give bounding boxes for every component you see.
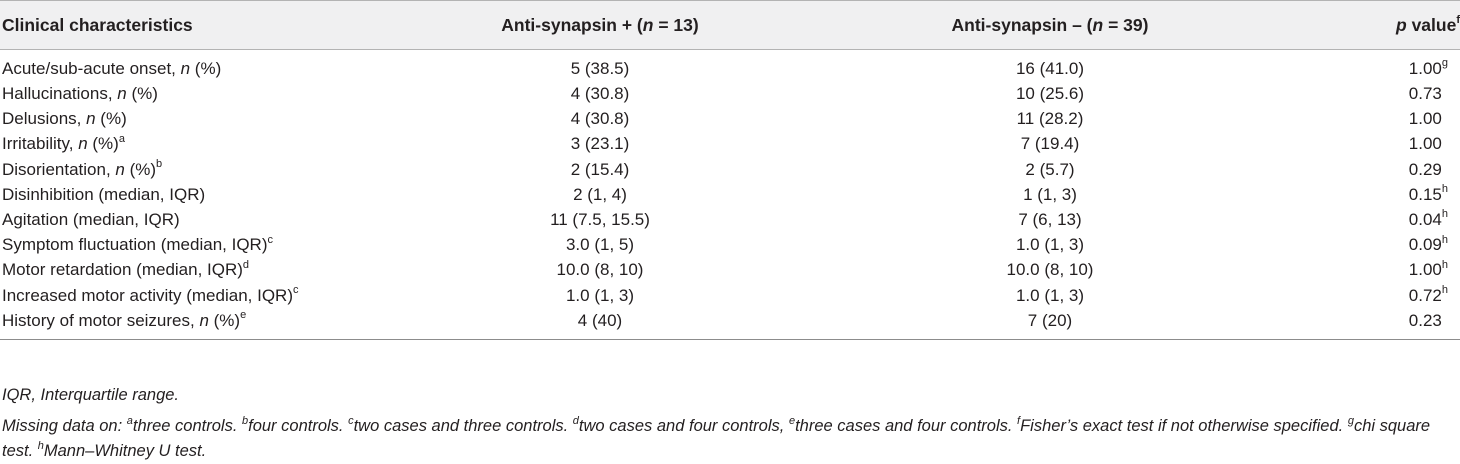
footnote-mark: g (1347, 414, 1354, 427)
header-col2-pre: Anti-synapsin + ( (501, 14, 643, 35)
cell-characteristic (0, 50, 400, 82)
header-col1-label: Clinical characteristics (2, 14, 193, 35)
header-col4-post: value (1406, 14, 1457, 35)
characteristic-footnote-mark: d (242, 258, 250, 271)
cell-characteristic (0, 232, 400, 257)
header-col2-n: n (642, 14, 654, 35)
characteristic-text: Delusions, (2, 109, 87, 129)
header-anti-synapsin-positive (400, 1, 800, 50)
header-anti-synapsin-negative (800, 1, 1300, 50)
header-col4-sup: f (1456, 13, 1460, 26)
characteristic-text: Hallucinations, (2, 84, 118, 104)
p-value-text: 1.00 (1408, 260, 1442, 280)
table-row (0, 50, 1460, 82)
characteristic-text: Motor retardation (median, IQR) (2, 260, 243, 280)
p-value-footnote-mark: h (1441, 283, 1448, 296)
cell-characteristic (0, 106, 400, 131)
characteristic-text: Agitation (median, IQR) (2, 210, 180, 230)
p-value-text: 0.23 (1408, 310, 1442, 330)
footnote-mark: f (1017, 414, 1021, 427)
cell-p-value (1300, 182, 1460, 207)
characteristic-footnote-mark: a (118, 132, 125, 145)
characteristic-footnote-mark: e (240, 309, 247, 322)
cell-anti-synapsin-positive: 4 (40) (400, 308, 800, 340)
cell-characteristic (0, 207, 400, 232)
footnote-mark: h (37, 439, 44, 452)
characteristic-text: Disinhibition (median, IQR) (2, 184, 206, 204)
characteristic-n: n (199, 310, 209, 330)
cell-anti-synapsin-positive: 4 (30.8) (570, 84, 630, 104)
p-value-text: 0.72 (1408, 285, 1442, 305)
cell-anti-synapsin-positive: 11 (7.5, 15.5) (550, 210, 650, 230)
p-value-text: 0.29 (1408, 159, 1442, 179)
table-row (0, 182, 1460, 207)
cell-p-value (1300, 157, 1460, 182)
cell-anti-synapsin-positive: 3 (23.1) (570, 134, 630, 154)
cell-anti-synapsin-positive: 3.0 (1, 5) (565, 235, 635, 255)
p-value-footnote-mark: h (1441, 183, 1448, 196)
footnote-text: Fisher’s exact test if not otherwise specified. (1020, 417, 1348, 435)
cell-characteristic (0, 157, 400, 182)
table-header (0, 1, 1460, 50)
p-value-text: 1.00 (1408, 134, 1442, 154)
cell-anti-synapsin-positive: 1.0 (1, 3) (565, 285, 635, 305)
cell-anti-synapsin-negative: 11 (28.2) (1016, 109, 1084, 129)
table-row (0, 257, 1460, 282)
characteristic-text: Acute/sub-acute onset, (2, 59, 181, 78)
cell-p-value (1300, 106, 1460, 131)
footnote-text: Mann–Whitney U test. (43, 442, 207, 460)
cell-p-value (1300, 207, 1460, 232)
cell-characteristic (0, 283, 400, 308)
cell-anti-synapsin-negative: 10.0 (8, 10) (1006, 260, 1094, 280)
cell-anti-synapsin-negative: 7 (19.4) (1020, 134, 1080, 154)
characteristic-footnote-mark: b (156, 158, 163, 170)
characteristic-unit: (%) (126, 84, 158, 104)
header-p-value (1300, 1, 1460, 50)
cell-p-value (1300, 81, 1460, 106)
cell-p-value (1300, 50, 1460, 82)
p-value-footnote-mark: h (1441, 208, 1448, 221)
cell-p-value (1300, 257, 1460, 282)
characteristic-unit: (%) (95, 109, 127, 129)
p-value-footnote-mark: g (1441, 57, 1448, 70)
table-body (0, 50, 1460, 340)
cell-characteristic (0, 81, 400, 106)
footnote-mark: b (242, 414, 249, 427)
cell-p-value (1300, 232, 1460, 257)
table-row (0, 283, 1460, 308)
footnote-text: four controls. (248, 417, 349, 435)
characteristic-n: n (86, 109, 96, 129)
cell-anti-synapsin-negative: 2 (5.7) (1025, 159, 1075, 179)
table-row (0, 308, 1460, 340)
characteristic-n: n (180, 59, 191, 78)
cell-p-value (1300, 283, 1460, 308)
footnote-missing-lead: Missing data on: (2, 417, 127, 435)
footnote-text: three cases and four controls. (795, 417, 1018, 435)
cell-anti-synapsin-positive: 2 (1, 4) (573, 184, 627, 204)
cell-anti-synapsin-negative: 1.0 (1, 3) (1015, 235, 1085, 255)
cell-anti-synapsin-negative: 16 (41.0) (1015, 59, 1085, 78)
cell-anti-synapsin-negative: 10 (25.6) (1015, 84, 1085, 104)
characteristic-text: Irritability, (2, 134, 79, 154)
footnote-mark: c (348, 414, 354, 427)
footnote-missing-data (2, 414, 1452, 464)
characteristic-footnote-mark: c (267, 233, 273, 246)
p-value-text: 0.15 (1408, 184, 1442, 204)
cell-anti-synapsin-negative: 7 (6, 13) (1018, 210, 1082, 230)
characteristic-unit: (%) (208, 310, 241, 330)
cell-anti-synapsin-positive: 2 (15.4) (570, 159, 630, 179)
characteristic-text: Symptom fluctuation (median, IQR) (2, 235, 268, 255)
table-row (0, 81, 1460, 106)
p-value-footnote-mark: h (1441, 258, 1448, 271)
header-col3-pre: Anti-synapsin – ( (951, 14, 1093, 35)
cell-anti-synapsin-negative: 7 (20) (800, 308, 1300, 340)
header-clinical-characteristics (0, 1, 400, 50)
header-row (0, 1, 1460, 50)
table-row (0, 157, 1460, 182)
cell-anti-synapsin-negative: 1.0 (1, 3) (1015, 285, 1085, 305)
p-value-footnote-mark: h (1441, 233, 1448, 246)
cell-characteristic (0, 182, 400, 207)
cell-characteristic (0, 131, 400, 156)
table-row (0, 207, 1460, 232)
characteristic-unit: (%) (87, 134, 119, 154)
footnote-text: chi square test. (2, 417, 1431, 460)
characteristic-footnote-mark: c (292, 283, 299, 296)
table-row (0, 232, 1460, 257)
cell-anti-synapsin-positive: 5 (38.5) (570, 59, 630, 78)
cell-characteristic (0, 257, 400, 282)
characteristic-unit: (%) (124, 159, 157, 179)
characteristic-text: Increased motor activity (median, IQR) (2, 285, 293, 305)
table-row (0, 106, 1460, 131)
cell-p-value (1300, 308, 1460, 340)
characteristic-n: n (117, 84, 127, 104)
characteristic-n: n (115, 159, 125, 179)
footnote-mark: d (572, 414, 579, 427)
footnote-text: two cases and four controls, (578, 417, 789, 435)
cell-anti-synapsin-positive: 10.0 (8, 10) (556, 260, 644, 280)
table-footnotes (2, 383, 1452, 464)
p-value-text: 1.00 (1408, 59, 1442, 78)
p-value-text: 0.04 (1408, 210, 1442, 230)
header-col3-n: n (1092, 14, 1104, 35)
table-row (0, 131, 1460, 156)
header-col2-post: = 13) (653, 14, 699, 35)
footnote-text: three controls. (132, 417, 242, 435)
footnote-mark: e (788, 414, 796, 427)
header-col3-post: = 39) (1103, 14, 1149, 35)
cell-p-value (1300, 131, 1460, 156)
cell-anti-synapsin-positive: 4 (30.8) (570, 109, 630, 129)
footnote-mark: a (126, 414, 133, 427)
cell-characteristic (0, 308, 400, 340)
header-col4-p: p (1396, 14, 1407, 35)
cell-anti-synapsin-negative: 1 (1, 3) (1023, 184, 1077, 204)
footnote-abbreviation: IQR, Interquartile range. (2, 386, 180, 404)
p-value-text: 0.09 (1408, 235, 1442, 255)
footnote-text: two cases and three controls. (353, 417, 573, 435)
characteristic-unit: (%) (190, 59, 222, 78)
characteristic-n: n (78, 134, 88, 154)
p-value-text: 0.73 (1408, 84, 1442, 104)
p-value-text: 1.00 (1408, 109, 1442, 129)
characteristic-text: History of motor seizures, (2, 310, 200, 330)
characteristic-text: Disorientation, (2, 159, 116, 179)
